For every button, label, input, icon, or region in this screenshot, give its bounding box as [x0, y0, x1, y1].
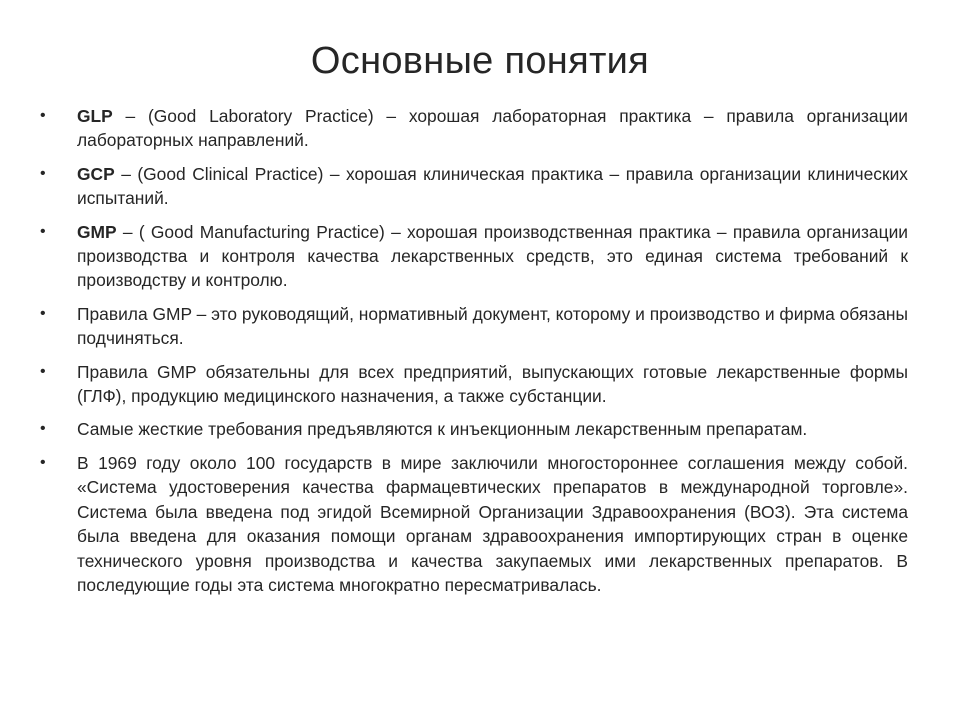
bullet-dot: • — [40, 453, 46, 471]
bullet-gmp — [40, 220, 908, 293]
bullet-text: Самые жесткие требования предъявляются к инъекционным лекарственным препаратам. — [77, 419, 808, 440]
bullet-term: GLP — [77, 106, 113, 126]
bullet-text: – (Good Laboratory Practice) – хорошая лабораторная практика – правила организации лабораторных направлений. — [77, 106, 908, 151]
bullet-gcp — [40, 162, 908, 211]
bullet-dot: • — [40, 420, 46, 438]
bullet-dot: • — [40, 362, 46, 380]
bullet-term: GMP — [77, 221, 117, 242]
bullet-text: Правила GMP – это руководящий, нормативный документ, которому и производство и фирма обязаны подчиняться. — [77, 303, 908, 349]
bullet-dot: • — [40, 107, 46, 124]
bullet-dot: • — [40, 304, 46, 322]
bullet-gmp-mandatory — [40, 360, 908, 409]
bullet-history-1969 — [40, 451, 908, 597]
bullet-glp — [40, 104, 908, 153]
bullet-text: В 1969 году около 100 государств в мире заключили многостороннее соглашения между собой. «Система удостоверения качества фармацевтических препаратов в международной торговле». Система была введена под эгидой Всемирной Организации Здравоохранения (ВОЗ). Эта система была введена для оказания помощи органам здравоохранения импортирующих стран в оценке технического уровня производства и качества закупаемых ими лекарственных препаратов. В последующие годы эта система многократно пересматривалась. — [77, 452, 908, 595]
bullet-gmp-rules — [40, 302, 908, 351]
bullet-text: – ( Good Manufacturing Practice) – хорошая производственная практика – правила организации производства и контроля качества лекарственных средств, это единая система требований к производству и контролю. — [77, 221, 908, 291]
bullet-dot: • — [40, 222, 46, 240]
bullet-term: GCP — [77, 163, 115, 184]
bullet-injection-requirements — [40, 417, 908, 441]
bullet-text: – (Good Clinical Practice) – хорошая клиническая практика – правила организации клинических испытаний. — [77, 163, 908, 209]
bullet-list — [40, 104, 908, 606]
slide-title: Основные понятия — [310, 40, 650, 82]
bullet-dot: • — [40, 164, 46, 182]
bullet-text: Правила GMP обязательны для всех предприятий, выпускающих готовые лекарственные формы (ГЛФ), продукцию медицинского назначения, а также субстанции. — [77, 361, 908, 407]
